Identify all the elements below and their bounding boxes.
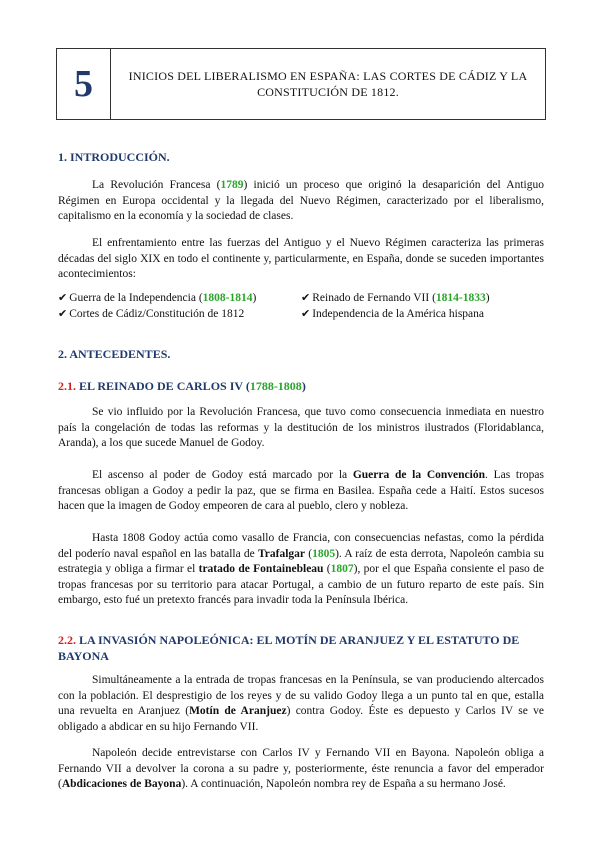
subsection-heading-invasion: 2.2. LA INVASIÓN NAPOLEÓNICA: EL MOTÍN DE ARANJUEZ Y EL ESTATUTO DE BAYONA <box>58 633 520 663</box>
check-icon: ✔ <box>58 292 68 304</box>
paragraph-carlos-iv-1: Se vio influido por la Revolución Francesa, que tuvo como consecuencia inmediata en nuestro país la congelación de todas las reformas y la destitución de los ministros ilustrados (Floridablanca, Aranda), a los que sucede Manuel de Godoy. <box>58 406 544 449</box>
chapter-title: INICIOS DEL LIBERALISMO EN ESPAÑA: LAS CORTES DE CÁDIZ Y LA CONSTITUCIÓN DE 1812. <box>128 69 528 99</box>
paragraph-invasion-2: Napoleón decide entrevistarse con Carlos IV y Fernando VII en Bayona. Napoleón obliga a Fernando VII a devolver la corona a su padre y, posteriormente, éste renuncia a favor del emperador (Abdicaciones de Bayona). A continuación, Napoleón nombra rey de España a su hermano José. <box>58 747 544 790</box>
chapter-header <box>56 48 546 120</box>
check-icon: ✔ <box>301 292 311 304</box>
section-heading-antecedentes: 2. ANTECEDENTES. <box>58 347 171 361</box>
check-icon: ✔ <box>58 307 68 320</box>
paragraph-intro-2: El enfrentamiento entre las fuerzas del Antiguo y el Nuevo Régimen caracteriza las primeras décadas del siglo XIX en todo el continente y, particularmente, en España, donde se suceden importantes acontecimientos: <box>58 237 544 280</box>
paragraph-carlos-iv-2: El ascenso al poder de Godoy está marcado por la Guerra de la Convención. Las tropas francesas obligan a Godoy a pedir la paz, que se firma en Basilea. España cede a Haití. Estos sucesos hacen que la imagen de Godoy empeoren de cara al pueblo, clero y nobleza. <box>58 469 544 512</box>
paragraph-intro-1: La Revolución Francesa (1789) inició un proceso que originó la desaparición del Antiguo Régimen en Europa occidental y la llegada del Nuevo Régimen, caracterizado por el liberalismo, capitalismo en la economía y la sociedad de clases. <box>58 179 544 222</box>
chapter-number: 5 <box>57 49 111 119</box>
paragraph-carlos-iv-3: Hasta 1808 Godoy actúa como vasallo de Francia, con consecuencias nefastas, como la pérdida del poderío naval español en las batalla de Trafalgar (1805). A raíz de esta derrota, Napoleón cambia su estrategia y obliga a firmar el tratado de Fontainebleau (1807), por el que España consiente el paso de tropas francesas por su territorio para atacar Portugal, a cambio de un futuro reparto de este país. Sin embargo, esto fué un pretexto francés para invadir toda la Península Ibérica. <box>58 532 545 606</box>
list-item: ✔ Independencia de la América hispana <box>301 307 484 320</box>
section-heading-introduccion: 1. INTRODUCCIÓN. <box>58 150 170 164</box>
list-item: ✔ Reinado de Fernando VII (1814-1833) <box>301 292 490 304</box>
year-highlight: 1789 <box>220 179 244 191</box>
subsection-heading-carlos-iv: 2.1. EL REINADO DE CARLOS IV (1788-1808) <box>58 379 306 393</box>
list-item: ✔ Cortes de Cádiz/Constitución de 1812 <box>58 307 245 320</box>
paragraph-invasion-1: Simultáneamente a la entrada de tropas francesas en la Península, se van produciendo altercados con la población. El desprestigio de los reyes y de su valido Godoy llega a un punto tal en que, estalla una revuelta en Aranjuez (Motín de Aranjuez) contra Godoy. Éste es depuesto y Carlos IV se ve obligado a abdicar en su hijo Fernando VII. <box>58 674 544 733</box>
check-icon: ✔ <box>301 307 311 320</box>
list-item: ✔ Guerra de la Independencia (1808-1814) <box>58 292 257 304</box>
events-list <box>58 291 544 322</box>
